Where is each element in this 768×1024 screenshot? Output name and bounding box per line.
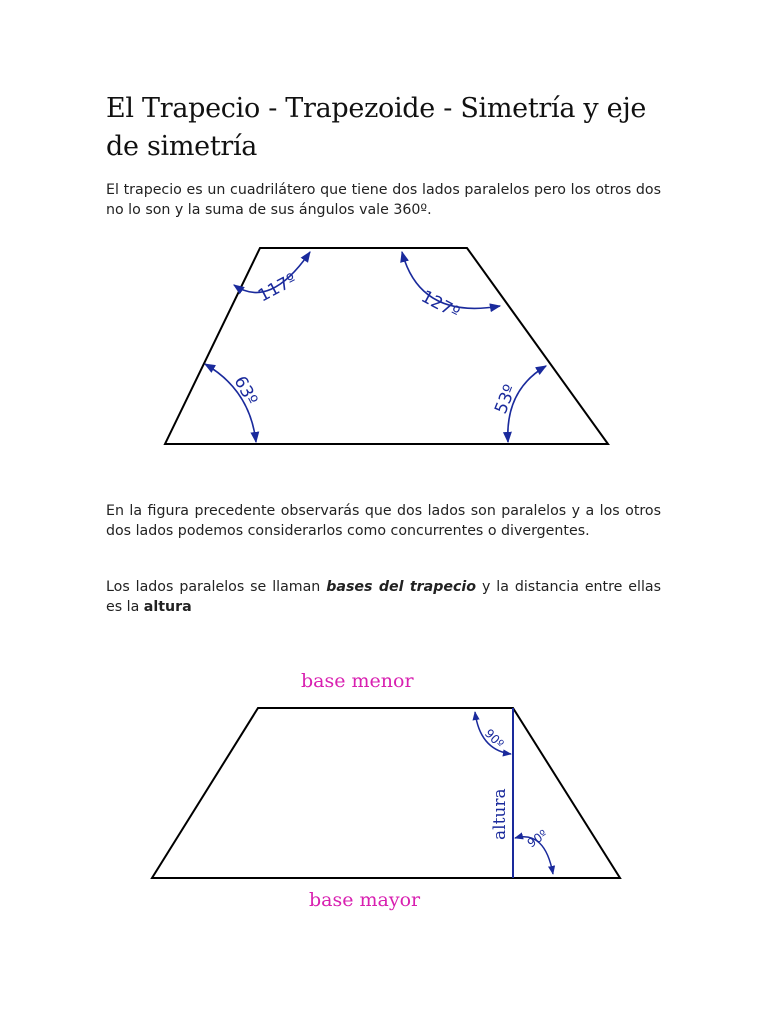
trapezoid-shape-2 (152, 708, 620, 878)
angle-label-bottom-90: 90º (524, 826, 550, 851)
trapezoid-angles-figure (0, 240, 768, 460)
bases-term: bases del trapecio (326, 579, 477, 595)
altura-label: altura (490, 788, 510, 840)
trapezoid-bases-figure (0, 660, 768, 920)
angle-label-top-right: 127º (417, 286, 463, 324)
trapezoid-shape (165, 248, 608, 444)
intro-paragraph: El trapecio es un cuadrilátero que tiene dos lados paralelos pero los otros dos no lo son y la suma de sus ángulos vale 360º. (106, 182, 661, 218)
angle-label-top-90: 90º (481, 726, 507, 751)
page-title: El Trapecio - Trapezoide - Simetría y eje de simetría (106, 93, 647, 162)
base-mayor-label: base mayor (309, 889, 421, 911)
altura-term: altura (143, 598, 192, 615)
bases-paragraph (106, 578, 661, 617)
bases-text-before: Los lados paralelos se llaman (106, 579, 327, 595)
bases-text-middle: y la distancia entre ellas es la (106, 579, 661, 615)
base-menor-label: base menor (301, 670, 414, 692)
angle-label-bottom-right: 53º (491, 381, 521, 417)
angle-label-top-left: 117º (254, 269, 301, 307)
observation-paragraph: En la figura precedente observarás que dos lados son paralelos y a los otros dos lados podemos considerarlos como concurrentes o divergentes. (106, 503, 661, 539)
angle-label-bottom-left: 63º (229, 372, 262, 409)
